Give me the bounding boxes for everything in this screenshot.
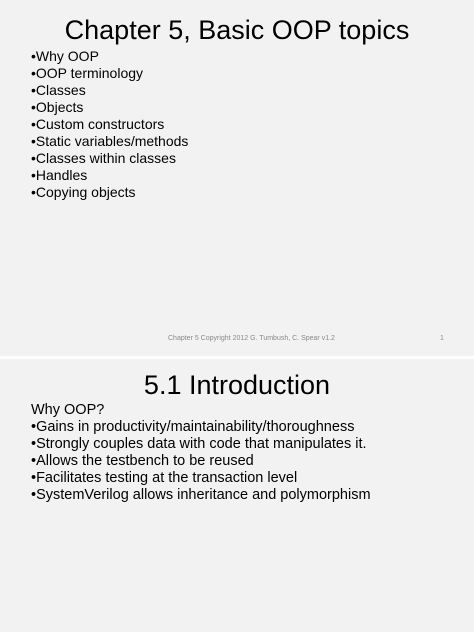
bullet-list [31,48,188,201]
bullet-item: •Why OOP [31,48,99,64]
bullet-item: Why OOP? [31,402,105,418]
slide-number: 1 [440,335,444,342]
bullet-item: •Static variables/methods [31,133,189,149]
slide-2 [0,359,474,632]
bullet-item: •Strongly couples data with code that manipulates it. [31,436,367,452]
bullet-item: •Classes within classes [31,150,176,166]
bullet-item: •SystemVerilog allows inheritance and polymorphism [31,487,371,503]
bullet-item: •Copying objects [31,184,136,200]
bullet-list [31,402,371,504]
bullet-item: •Allows the testbench to be reused [31,453,254,469]
copyright-text: Chapter 5 Copyright 2012 G. Tumbush, C. Spear v1.2 [168,335,335,342]
slide-title: 5.1 Introduction [143,370,331,400]
bullet-item: •Gains in productivity/maintainability/thoroughness [31,419,355,435]
bullet-item: •OOP terminology [31,65,144,81]
bullet-item: •Classes [31,82,86,98]
slide-title: Chapter 5, Basic OOP topics [64,15,410,45]
bullet-item: •Handles [31,167,88,183]
bullet-item: •Custom constructors [31,116,165,132]
bullet-item: •Objects [31,99,84,115]
bullet-item: •Facilitates testing at the transaction level [31,470,298,486]
